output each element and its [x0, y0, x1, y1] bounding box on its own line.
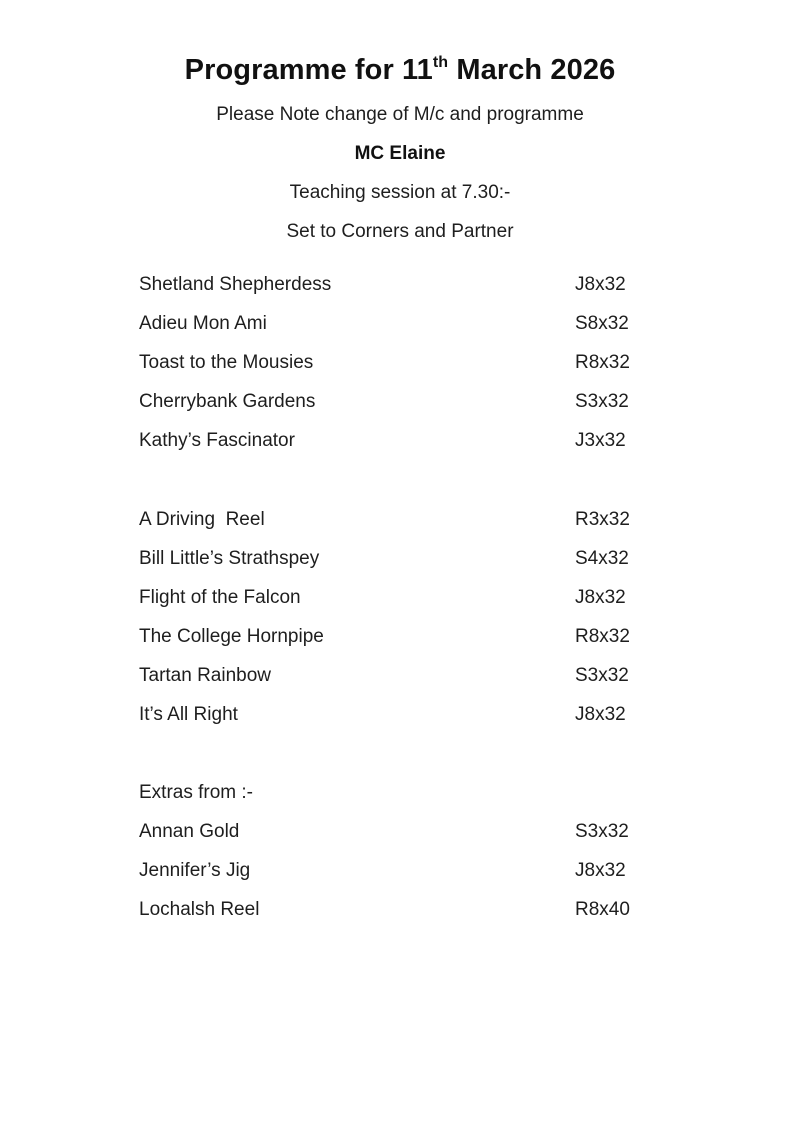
dance-row	[139, 858, 659, 884]
teaching-session: Teaching session at 7.30:-	[289, 182, 511, 203]
dance-code: R8x32	[575, 626, 630, 647]
dance-name: Toast to the Mousies	[139, 352, 314, 373]
dance-name: Flight of the Falcon	[139, 587, 301, 608]
dance-code: S3x32	[575, 391, 629, 412]
title-prefix: Programme for 11	[184, 54, 433, 86]
dance-row	[139, 428, 659, 454]
dance-name: The College Hornpipe	[139, 626, 324, 647]
dance-code: S8x32	[575, 313, 629, 334]
dance-name: Adieu Mon Ami	[139, 313, 267, 334]
dance-code: J8x32	[575, 587, 626, 608]
dance-row	[139, 897, 659, 923]
dance-code: R8x32	[575, 352, 630, 373]
teaching-topic: Set to Corners and Partner	[286, 221, 514, 242]
dance-row	[139, 624, 659, 650]
dance-row	[139, 350, 659, 376]
dance-row	[139, 585, 659, 611]
page-title	[0, 50, 800, 90]
dance-name: Tartan Rainbow	[139, 665, 272, 686]
dance-name: Kathy’s Fascinator	[139, 430, 295, 451]
dance-name: Lochalsh Reel	[139, 899, 260, 920]
dance-code: J3x32	[575, 430, 626, 451]
dance-row	[139, 507, 659, 533]
dance-row	[139, 702, 659, 728]
dance-row	[139, 663, 659, 689]
title-suffix: March 2026	[448, 54, 616, 86]
dance-row	[139, 311, 659, 337]
dance-name: Shetland Shepherdess	[139, 274, 332, 295]
dance-name: It’s All Right	[139, 704, 238, 725]
dance-name: Bill Little’s Strathspey	[139, 548, 320, 569]
dance-name: A Driving Reel	[139, 509, 265, 530]
dance-code: J8x32	[575, 860, 626, 881]
dance-row	[139, 389, 659, 415]
dance-row	[139, 546, 659, 572]
dance-code: S3x32	[575, 665, 629, 686]
dance-name: Jennifer’s Jig	[139, 860, 251, 881]
title-ordinal-suffix: th	[432, 54, 449, 71]
dance-code: J8x32	[575, 704, 626, 725]
dance-code: S3x32	[575, 821, 629, 842]
dance-code: J8x32	[575, 274, 626, 295]
extras-heading	[139, 780, 659, 806]
dance-name: Cherrybank Gardens	[139, 391, 316, 412]
dance-row	[139, 819, 659, 845]
dance-name: Annan Gold	[139, 821, 240, 842]
change-note: Please Note change of M/c and programme	[216, 104, 584, 125]
dance-code: S4x32	[575, 548, 629, 569]
mc-name: MC Elaine	[354, 143, 446, 164]
extras-label: Extras from :-	[139, 782, 254, 803]
dance-code: R8x40	[575, 899, 630, 920]
dance-row	[139, 272, 659, 298]
dance-code: R3x32	[575, 509, 630, 530]
